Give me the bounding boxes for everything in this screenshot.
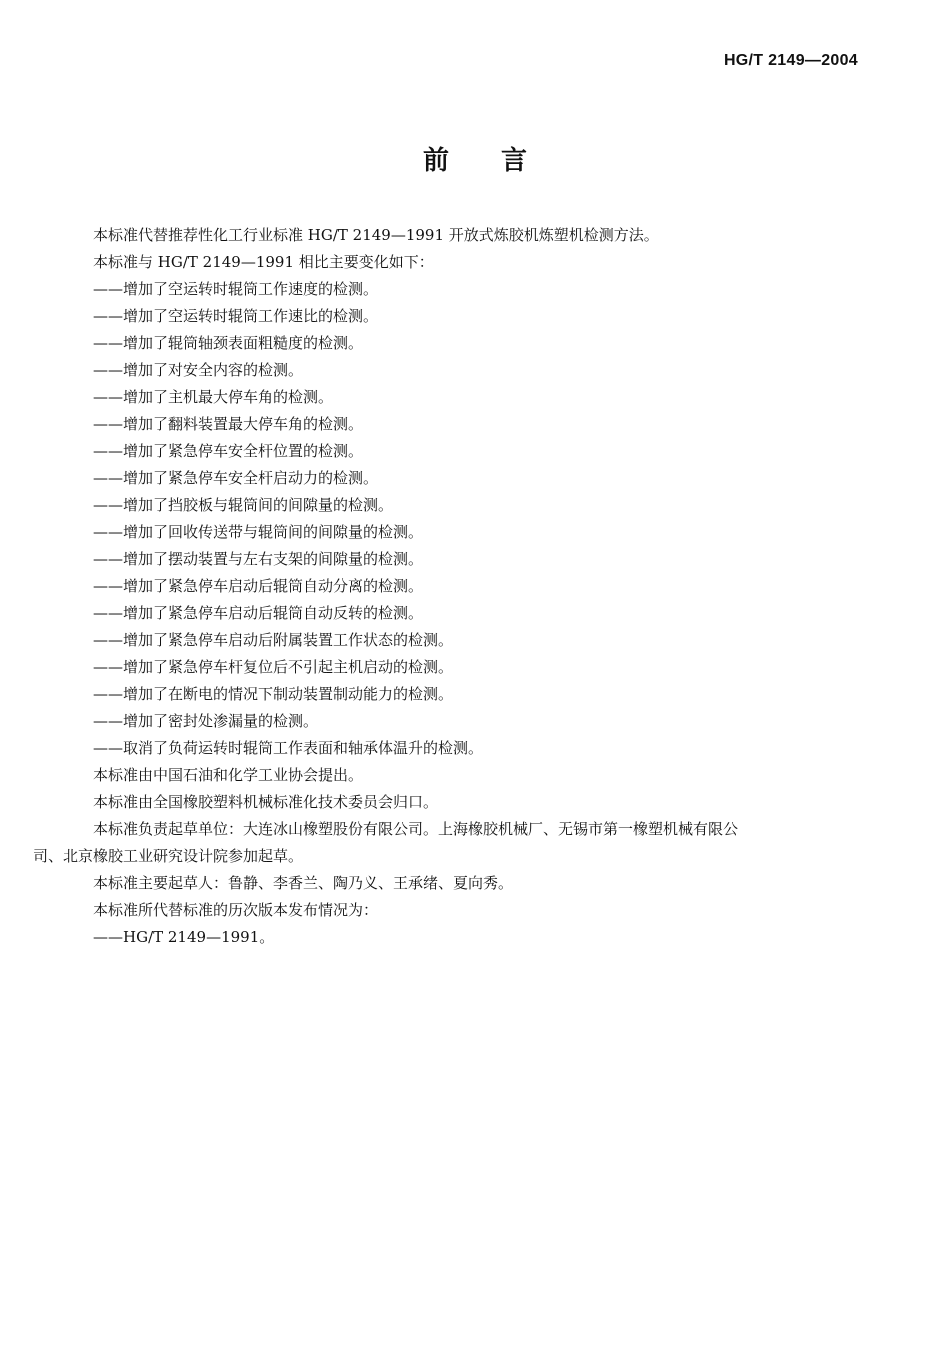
- document-code: HG/T 2149—2004: [723, 52, 858, 69]
- drafting-units-line1: 本标准负责起草单位：大连冰山橡塑股份有限公司。上海橡胶机械厂、无锡市第一橡塑机械有限公: [93, 820, 739, 838]
- list-item: ——增加了回收传送带与辊筒间的间隙量的检测。: [93, 523, 424, 541]
- list-item: ——取消了负荷运转时辊筒工作表面和轴承体温升的检测。: [93, 739, 484, 757]
- list-item: ——增加了密封处渗漏量的检测。: [93, 712, 319, 730]
- list-item: ——增加了主机最大停车角的检测。: [93, 388, 334, 406]
- list-item: ——增加了紧急停车杆复位后不引起主机启动的检测。: [93, 658, 454, 676]
- list-item: ——增加了紧急停车启动后辊筒自动反转的检测。: [93, 604, 424, 622]
- list-item: ——增加了空运转时辊筒工作速度的检测。: [93, 280, 379, 298]
- list-item: ——增加了紧急停车启动后辊筒自动分离的检测。: [93, 577, 424, 595]
- list-item: ——增加了辊筒轴颈表面粗糙度的检测。: [93, 334, 364, 352]
- list-item: ——增加了对安全内容的检测。: [93, 361, 304, 379]
- drafting-units: [33, 816, 863, 870]
- drafters: 本标准主要起草人：鲁静、李香兰、陶乃义、王承绪、夏向秀。: [93, 874, 514, 892]
- history-item: ——HG/T 2149—1991。: [93, 928, 275, 946]
- list-item: ——增加了紧急停车启动后附属装置工作状态的检测。: [93, 631, 454, 649]
- page-title: 前言: [422, 146, 579, 176]
- list-item: ——增加了翻料装置最大停车角的检测。: [93, 415, 364, 433]
- list-item: ——增加了摆动装置与左右支架的间隙量的检测。: [93, 550, 424, 568]
- list-item: ——增加了紧急停车安全杆位置的检测。: [93, 442, 364, 460]
- history-intro: 本标准所代替标准的历次版本发布情况为：: [93, 901, 379, 919]
- list-item: ——增加了在断电的情况下制动装置制动能力的检测。: [93, 685, 454, 703]
- changes-list: [93, 276, 863, 762]
- changes-intro: 本标准与 HG/T 2149—1991 相比主要变化如下：: [93, 253, 434, 271]
- foreword-body: [33, 222, 863, 951]
- list-item: ——增加了空运转时辊筒工作速比的检测。: [93, 307, 379, 325]
- proposed-by: 本标准由中国石油和化学工业协会提出。: [93, 766, 364, 784]
- centralized-by: 本标准由全国橡胶塑料机械标准化技术委员会归口。: [93, 793, 439, 811]
- list-item: ——增加了挡胶板与辊筒间的间隙量的检测。: [93, 496, 394, 514]
- list-item: ——增加了紧急停车安全杆启动力的检测。: [93, 469, 379, 487]
- drafting-units-line2: 司、北京橡胶工业研究设计院参加起草。: [33, 847, 304, 865]
- replaces-paragraph: 本标准代替推荐性化工行业标准 HG/T 2149—1991 开放式炼胶机炼塑机检测方法。: [93, 226, 659, 244]
